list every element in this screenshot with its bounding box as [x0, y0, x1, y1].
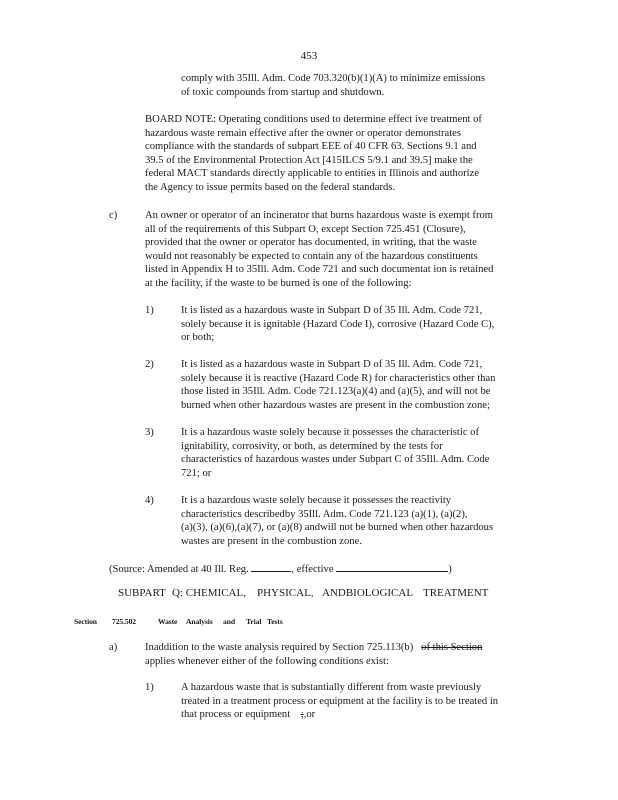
- board-note-line: hazardous waste remain effective after the owner or operator demonstrates: [145, 127, 462, 139]
- subsection-a-label: a): [109, 642, 118, 653]
- board-note-line: compliance with the standards of subpart EEE of 40 CFR 63. Sections 9.1 and: [145, 141, 477, 153]
- item-line-suffix: ,or: [303, 709, 316, 721]
- item-4-text: [181, 494, 493, 548]
- source-date-blank: [336, 562, 448, 572]
- item-line: solely because it is ignitable (Hazard Code I), corrosive (Hazard Code C),: [181, 318, 495, 330]
- item-line: characteristics describedby 35Ill. Adm. Code 721.123 (a)(1), (a)(2),: [181, 508, 468, 520]
- source-suffix: ): [448, 564, 452, 575]
- item-line: It is listed as a hazardous waste in Subpart D of 35 Ill. Adm. Code 721,: [181, 305, 483, 316]
- subsection-c-label: c): [109, 210, 118, 221]
- section-heading-part: Analysis: [186, 617, 213, 626]
- source-mid: , effective: [291, 564, 334, 575]
- subsection-a-line: applies whenever either of the following conditions exist:: [145, 655, 389, 667]
- subpart-heading-part: ANDBIOLOGICAL: [322, 587, 414, 599]
- subpart-heading-part: PHYSICAL,: [257, 587, 314, 599]
- source-note: [109, 562, 452, 577]
- item-line: or both;: [181, 332, 215, 344]
- struck-text: ;: [300, 709, 304, 721]
- subsection-c-line: listed in Appendix H to 35Ill. Adm. Code 721 and such documentat ion is retained: [145, 264, 494, 276]
- item-1-label: 1): [145, 305, 154, 316]
- item-2-text: [181, 358, 495, 412]
- section-heading-part: Tests: [267, 617, 283, 626]
- section-heading-part: Trial: [246, 617, 262, 626]
- item-line: 721; or: [181, 467, 212, 479]
- item-a1-text: [181, 681, 498, 722]
- subsection-c-line: all of the requirements of this Subpart O, except Section 725.451 (Closure),: [145, 223, 466, 235]
- item-line: wastes are present in the combustion zone.: [181, 535, 362, 547]
- item-line: that process or equipment: [181, 709, 291, 721]
- item-line: ignitability, corrosivity, or both, as determined by the tests for: [181, 440, 443, 452]
- struck-text: of this Section: [421, 642, 483, 653]
- board-note: [145, 113, 482, 195]
- board-note-line: federal MACT standards directly applicable to entities in Illinois and authorize: [145, 168, 479, 180]
- item-line: (a)(3), (a)(6),(a)(7), or (a)(8) andwill not be burned when other hazardous: [181, 522, 494, 534]
- item-line: those listed in 35Ill. Adm. Code 721.123(a)(4) and (a)(5), and will not be: [181, 386, 491, 398]
- section-heading-part: Waste: [158, 617, 178, 626]
- item-a1-label: 1): [145, 682, 154, 693]
- subpart-heading-part: Q: CHEMICAL,: [172, 587, 246, 599]
- page-number: 453: [300, 50, 318, 62]
- subsection-c-text: [145, 209, 493, 291]
- item-line: solely because it is reactive (Hazard Code R) for characteristics other than: [181, 372, 496, 384]
- intro-clause: [181, 72, 485, 99]
- item-line: A hazardous waste that is substantially different from waste previously: [181, 682, 482, 693]
- item-1-text: [181, 304, 494, 345]
- section-heading-part: 725.502: [112, 617, 136, 626]
- board-note-line: BOARD NOTE: Operating conditions used to determine effect ive treatment of: [145, 114, 482, 125]
- subsection-c-line: at the facility, if the waste to be burned is one of the following:: [145, 277, 412, 289]
- item-4-label: 4): [145, 495, 154, 506]
- item-2-label: 2): [145, 359, 154, 370]
- board-note-line: the Agency to issue permits based on the federal standards.: [145, 181, 396, 193]
- item-line: It is listed as a hazardous waste in Subpart D of 35 Ill. Adm. Code 721,: [181, 359, 483, 370]
- intro-line: comply with 35Ill. Adm. Code 703.320(b)(1)(A) to minimize emissions: [181, 73, 485, 84]
- section-heading-part: and: [223, 617, 235, 626]
- item-line: It is a hazardous waste solely because it possesses the reactivity: [181, 495, 452, 506]
- subpart-heading-part: TREATMENT: [423, 587, 489, 599]
- subpart-heading-part: SUBPART: [118, 587, 166, 599]
- intro-line: of toxic compounds from startup and shutdown.: [181, 86, 385, 98]
- board-note-line: 39.5 of the Environmental Protection Act [415ILCS 5/9.1 and 39.5] make the: [145, 154, 473, 166]
- subsection-a-line: Inaddition to the waste analysis required by Section 725.113(b): [145, 642, 414, 653]
- subsection-c-line: provided that the owner or operator has documented, in writing, that the waste: [145, 237, 477, 249]
- subsection-c-line: would not reasonably be expected to contain any of the hazardous constituents: [145, 250, 478, 262]
- section-heading-part: Section: [74, 617, 97, 626]
- item-3-text: [181, 426, 489, 480]
- item-line: burned when other hazardous wastes are present in the combustion zone;: [181, 399, 490, 411]
- item-line: It is a hazardous waste solely because it possesses the characteristic of: [181, 427, 479, 438]
- item-line: treated in a treatment process or equipment at the facility is to be treated in: [181, 695, 499, 707]
- subsection-c-line: An owner or operator of an incinerator that burns hazardous waste is exempt from: [145, 210, 494, 221]
- subsection-a-text: [145, 641, 488, 668]
- item-3-label: 3): [145, 427, 154, 438]
- source-prefix: (Source: Amended at 40 Ill. Reg.: [109, 564, 249, 575]
- item-line: characteristics of hazardous wastes under Subpart C of 35Ill. Adm. Code: [181, 454, 490, 466]
- source-reg-blank: [251, 562, 291, 572]
